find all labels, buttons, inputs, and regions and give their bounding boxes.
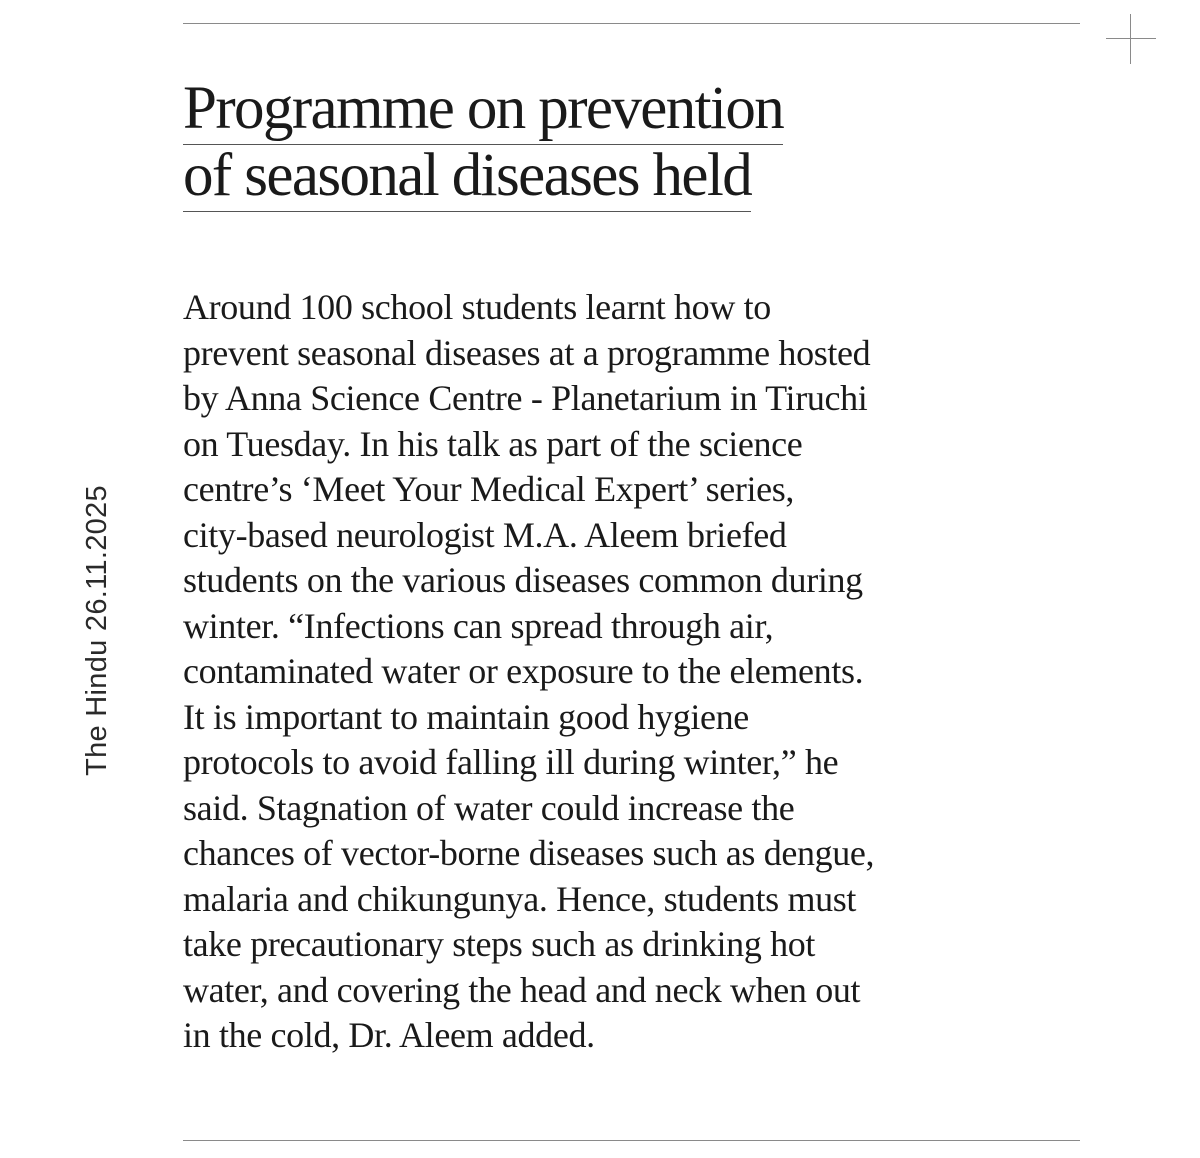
body-line: malaria and chikungunya. Hence, students must (183, 878, 857, 919)
top-rule (183, 23, 1080, 24)
body-line: water, and covering the head and neck when out (183, 969, 861, 1010)
source-label (80, 460, 114, 800)
body-line: students on the various diseases common during (183, 560, 863, 600)
body-line: by Anna Science Centre - Planetarium in Tiruchi (183, 378, 868, 418)
body-line: said. Stagnation of water could increase the (183, 787, 795, 828)
body-line: centre’s ‘Meet Your Medical Expert’ series, (183, 469, 795, 509)
body-line: winter. “Infections can spread through air, (183, 605, 774, 646)
body-line: It is important to maintain good hygiene (183, 696, 749, 737)
body-line: take precautionary steps such as drinking hot (183, 924, 816, 964)
article-body (183, 285, 1083, 1059)
headline-line-1: Programme on prevention (183, 78, 783, 145)
body-line: contaminated water or exposure to the elements. (183, 651, 864, 691)
body-line: chances of vector-borne diseases such as dengue, (183, 833, 875, 873)
crop-mark-icon (1106, 14, 1156, 64)
headline-line-2: of seasonal diseases held (183, 145, 751, 212)
body-line: prevent seasonal diseases at a programme hosted (183, 332, 871, 373)
body-line: Around 100 school students learnt how to (183, 287, 771, 327)
source-text: The Hindu 26.11.2025 (80, 484, 113, 776)
body-line: protocols to avoid falling ill during winter,” he (183, 742, 839, 782)
body-line: in the cold, Dr. Aleem added. (183, 1015, 595, 1055)
body-line: on Tuesday. In his talk as part of the science (183, 423, 803, 464)
body-line: city-based neurologist M.A. Aleem briefed (183, 514, 787, 555)
bottom-rule (183, 1140, 1080, 1141)
article-headline (183, 75, 1083, 212)
